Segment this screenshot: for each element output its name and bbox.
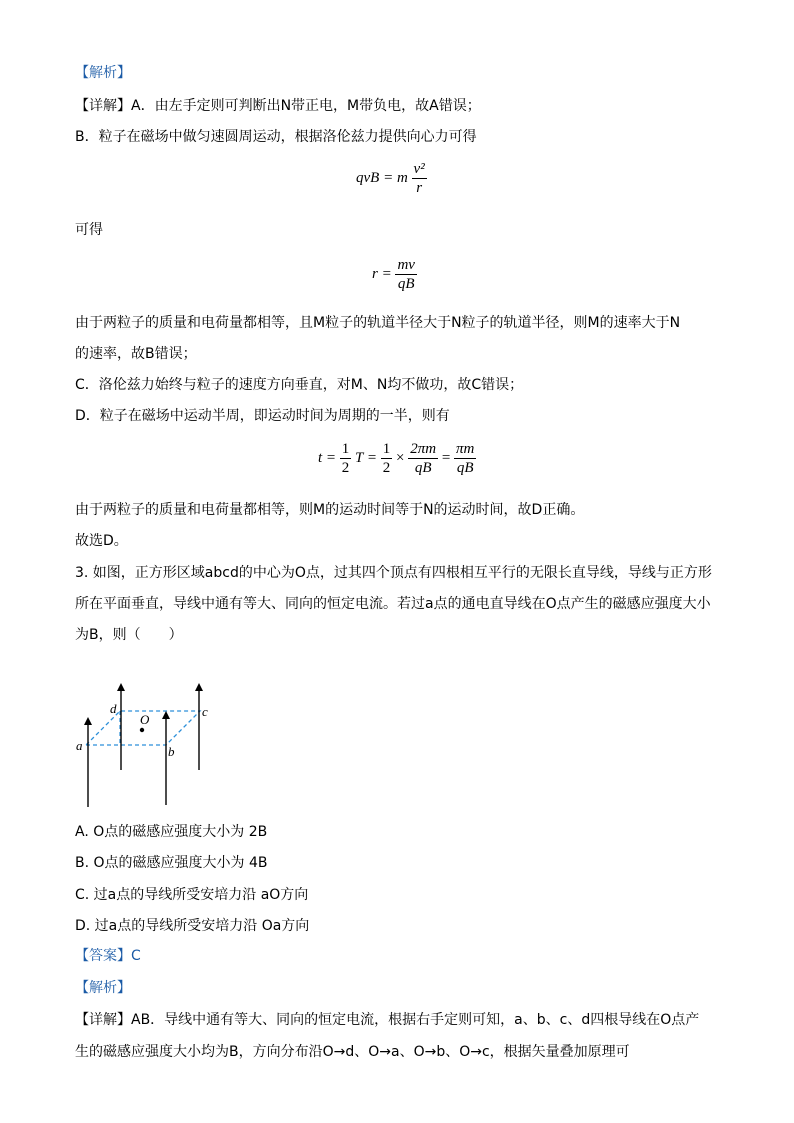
numerator: mv (397, 257, 415, 273)
label-d: d (110, 701, 117, 716)
times-sign: × (396, 449, 405, 466)
detail-ab-line2: 生的磁感应强度大小均为B，方向分布沿O→d、O→a、O→b、O→c，根据矢量叠加原理可 (75, 1044, 630, 1060)
question-3-line2: 所在平面垂直，导线中通有等大、同向的恒定电流。若过a点的通电直导线在O点产生的磁感应强度大小 (75, 596, 711, 612)
text-kede: 可得 (75, 222, 103, 238)
label-b: b (168, 744, 175, 759)
label-c: c (202, 704, 208, 719)
label-a: a (76, 738, 83, 753)
numerator: 2πm (410, 441, 437, 457)
detail-option-c: C．洛伦兹力始终与粒子的速度方向垂直，对M、N均不做功，故C错误； (75, 377, 524, 393)
denominator: qB (414, 460, 432, 476)
fraction-period (408, 440, 438, 477)
denominator: 2 (341, 460, 350, 476)
label-o: O (140, 712, 150, 727)
equals-sign: = (441, 449, 451, 466)
formula-lhs: qvB = m (356, 169, 408, 186)
choose-answer: 故选D。 (75, 533, 128, 549)
detail-option-a: 【详解】A．由左手定则可判断出N带正电，M带负电，故A错误； (75, 98, 481, 114)
numerator: πm (456, 441, 475, 457)
denominator: qB (397, 276, 415, 292)
fraction-half (340, 440, 352, 477)
formula-radius (372, 256, 417, 293)
option-a: A. O点的磁感应强度大小为 2B (75, 824, 268, 840)
detail-option-d-conclusion: 由于两粒子的质量和电荷量都相等，则M的运动时间等于N的运动时间，故D正确。 (75, 502, 585, 518)
denominator: r (416, 180, 423, 196)
analysis-heading: 【解析】 (75, 65, 131, 81)
formula-lorentz-centripetal (356, 160, 427, 197)
detail-option-d-intro: D．粒子在磁场中运动半周，即运动时间为周期的一半，则有 (75, 408, 450, 424)
fraction-result (454, 440, 476, 477)
question-3-line1: 3. 如图，正方形区域abcd的中心为O点，过其四个顶点有四根相互平行的无限长直导线，导线与正方形 (75, 565, 712, 581)
option-c: C. 过a点的导线所受安培力沿 aO方向 (75, 887, 309, 903)
option-b: B. O点的磁感应强度大小为 4B (75, 855, 268, 871)
detail-option-b-line2: 的速率，故B错误； (75, 346, 197, 362)
formula-lhs: r = (372, 265, 392, 282)
question-3-line3: 为B，则（ ） (75, 627, 183, 643)
option-d: D. 过a点的导线所受安培力沿 Oa方向 (75, 918, 310, 934)
formula-period: T = (355, 449, 377, 466)
detail-option-b-line1: 由于两粒子的质量和电荷量都相等，且M粒子的轨道半径大于N粒子的轨道半径，则M的速率大于N (75, 315, 681, 331)
answer-heading: 【答案】C (75, 948, 141, 964)
fraction (412, 160, 427, 197)
detail-ab-line1: 【详解】AB．导线中通有等大、同向的恒定电流，根据右手定则可知，a、b、c、d四根导线在O点产 (75, 1012, 700, 1028)
analysis-heading-2: 【解析】 (75, 980, 131, 996)
fraction-half (381, 440, 393, 477)
numerator: v² (413, 161, 425, 177)
denominator: 2 (382, 460, 391, 476)
wires-square-figure (70, 655, 220, 815)
formula-t: t = (318, 449, 337, 466)
numerator: 1 (341, 441, 350, 457)
center-point-o (140, 728, 144, 732)
detail-option-b-intro: B．粒子在磁场中做匀速圆周运动，根据洛伦兹力提供向心力可得 (75, 129, 477, 145)
formula-time (318, 440, 476, 477)
fraction (395, 256, 417, 293)
denominator: qB (456, 460, 474, 476)
numerator: 1 (382, 441, 391, 457)
